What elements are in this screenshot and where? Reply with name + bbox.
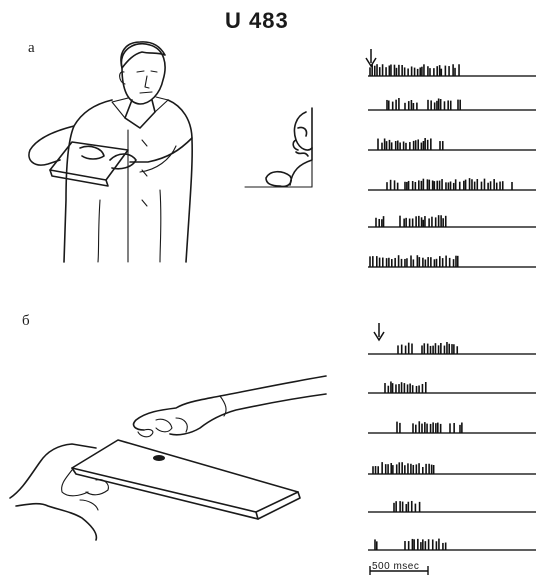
panel-a-label: a <box>28 40 35 56</box>
stimulus-arrow-a <box>366 49 376 66</box>
scale-bar-label: 500 msec <box>372 561 420 572</box>
panel-b-illustration <box>10 376 326 540</box>
figure-title: U 483 <box>225 8 289 33</box>
stimulus-arrow-b <box>374 323 384 340</box>
panel-a-spike-traces <box>368 64 536 267</box>
panel-b-spike-traces <box>368 342 536 550</box>
panel-a-illustration <box>29 42 312 262</box>
panel-b-label: б <box>22 313 30 329</box>
